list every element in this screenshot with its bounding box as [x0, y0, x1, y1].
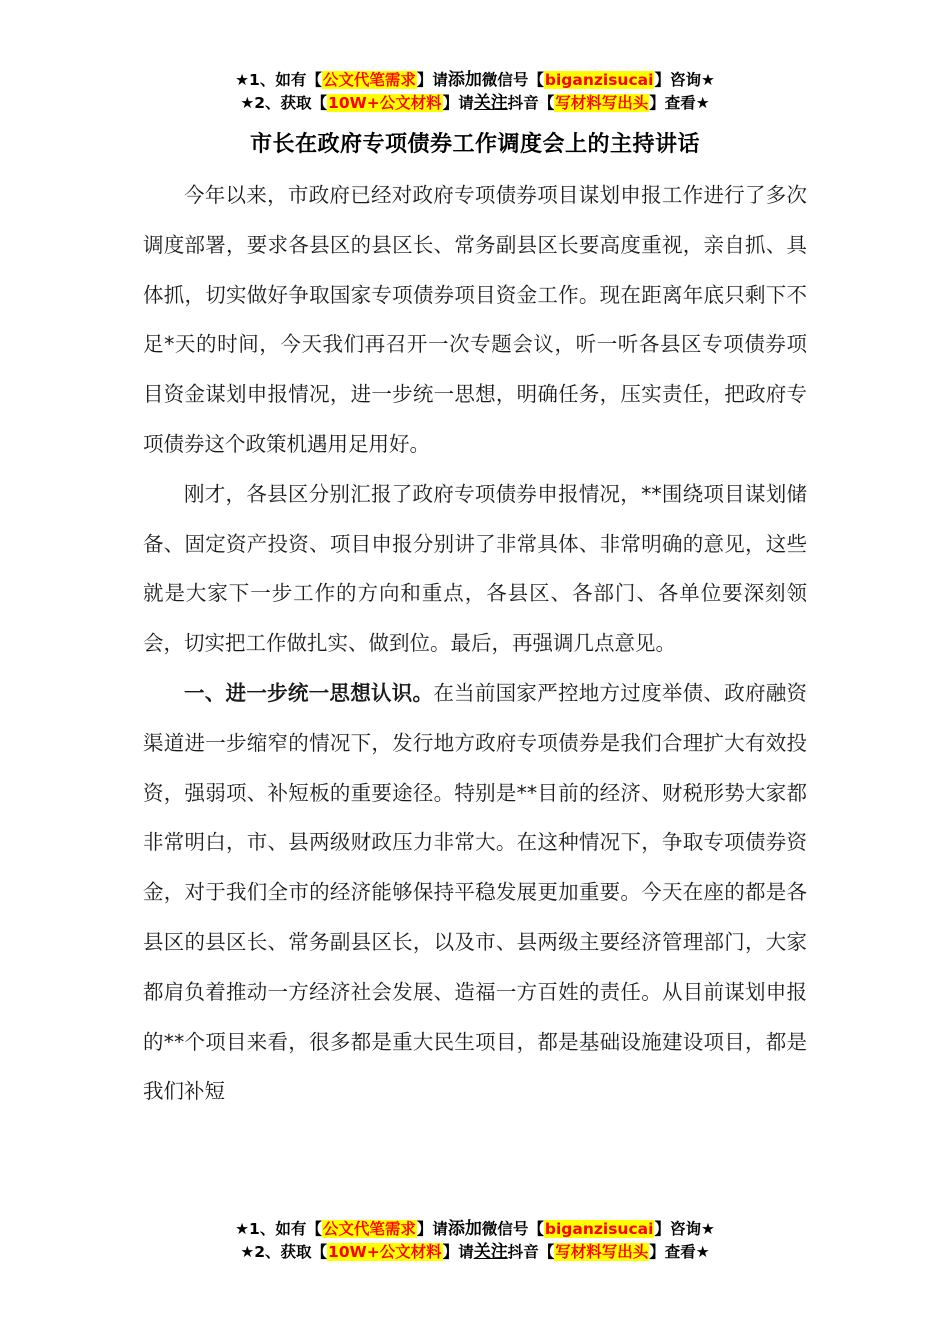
paragraph-text: 在当前国家严控地方过度举债、政府融资渠道进一步缩窄的情况下，发行地方政府专项债券是我们合理扩大有效投资，强弱项、补短板的重要途径。特别是**目前的经济、财税形势大家都非常明白，市、县两级财政压力非常大。在这种情况下，争取专项债券资金，对于我们全市的经济能够保持平稳发展更加重要。今天在座的都是各县区的县区长、常务副县区长，以及市、县两级主要经济管理部门，大家都肩负着推动一方经济社会发展、造福一方百姓的责任。从目前谋划申报的**个项目来看，很多都是重大民生项目，都是基础设施建设项目，都是我们补短 [143, 680, 808, 1104]
promo-douyin-id: 写材料写出头 [555, 94, 649, 112]
promo-text: 】请 [416, 71, 448, 89]
promo-line-1 [0, 69, 950, 92]
promo-emphasis: 关注 [473, 1242, 508, 1262]
promo-emphasis: 关注 [473, 93, 508, 113]
promo-wechat-id: biganzisucai [544, 1220, 654, 1238]
promo-highlight: 10W+公文材料 [328, 1243, 442, 1261]
promo-text: 】请 [416, 1220, 448, 1238]
paragraph: 今年以来，市政府已经对政府专项债券项目谋划申报工作进行了多次调度部署，要求各县区的县区长、常务副县区长要高度重视，亲自抓、具体抓，切实做好争取国家专项债券项目资金工作。现在距离年底只剩下不足*天的时间，今天我们再召开一次专题会议，听一听各县区专项债券项目资金谋划申报情况，进一步统一思想，明确任务，压实责任，把政府专项债券这个政策机遇用足用好。 [143, 183, 807, 456]
promo-text: 微信号【 [481, 1220, 544, 1238]
promo-text: 】咨询★ [654, 71, 715, 89]
paragraph: 刚才，各县区分别汇报了政府专项债券申报情况，**围绕项目谋划储备、固定资产投资、项目申报分别讲了非常具体、非常明确的意见，这些就是大家下一步工作的方向和重点，各县区、各部门、各单位要深刻领会，切实把工作做扎实、做到位。最后，再强调几点意见。 [143, 481, 807, 656]
promo-highlight: 公文代笔需求 [322, 71, 416, 89]
promo-emphasis: 添加 [447, 70, 482, 90]
promo-text: ★1、如有【 [235, 71, 322, 89]
document-body [143, 171, 807, 1117]
promo-text: 】查看★ [649, 1243, 710, 1261]
promo-text: ★2、获取【 [240, 1243, 328, 1261]
promo-highlight: 公文代笔需求 [322, 1220, 416, 1238]
promo-douyin-id: 写材料写出头 [555, 1243, 649, 1261]
document-title: 市长在政府专项债券工作调度会上的主持讲话 [249, 132, 700, 157]
section-heading: 一、进一步统一思想认识。 [184, 680, 434, 705]
promo-text: 】咨询★ [654, 1220, 715, 1238]
promo-line-2 [0, 92, 950, 115]
promo-text: ★1、如有【 [235, 1220, 322, 1238]
promo-text: ★2、获取【 [240, 94, 328, 112]
promo-wechat-id: biganzisucai [544, 71, 654, 89]
promo-text: 】查看★ [649, 94, 710, 112]
promo-line-1 [0, 1218, 950, 1241]
promo-text: 抖音【 [507, 94, 555, 112]
footer-promo-banner [0, 1218, 950, 1264]
promo-text: 抖音【 [507, 1243, 555, 1261]
promo-emphasis: 添加 [447, 1219, 482, 1239]
promo-highlight: 10W+公文材料 [328, 94, 442, 112]
promo-text: 】请 [442, 1243, 474, 1261]
header-promo-banner [0, 69, 950, 115]
paragraph [143, 669, 807, 1117]
promo-line-2 [0, 1241, 950, 1264]
promo-text: 】请 [442, 94, 474, 112]
promo-text: 微信号【 [481, 71, 544, 89]
